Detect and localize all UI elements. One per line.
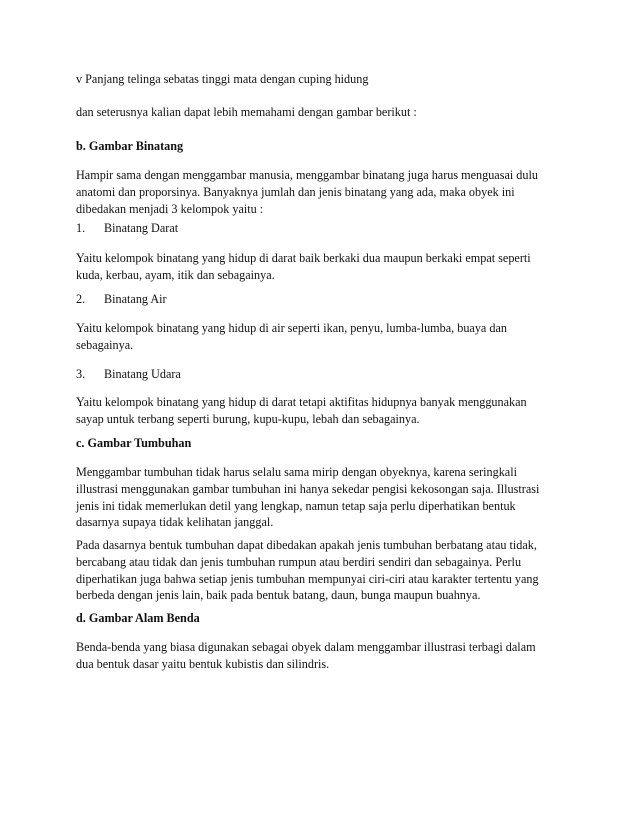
section-c-para2-line1: Pada dasarnya bentuk tumbuhan dapat dibedakan apakah jenis tumbuhan berbatang atau tidak, <box>76 538 537 552</box>
item-2-number: 2. <box>76 292 86 306</box>
section-b-para1-line3: dibedakan menjadi 3 kelompok yaitu : <box>76 202 264 216</box>
item-2-desc-line2: sebagainya. <box>76 338 134 352</box>
item-2-title: Binatang Air <box>104 292 167 306</box>
section-c-para2-line2: bercabang atau tidak dan jenis tumbuhan rumpun atau berdiri sendiri dan sebagainya. Perlu <box>76 555 522 569</box>
item-2-desc-line1: Yaitu kelompok binatang yang hidup di air seperti ikan, penyu, lumba-lumba, buaya dan <box>76 321 507 335</box>
item-1-desc-line2: kuda, kerbau, ayam, itik dan sebagainya. <box>76 268 275 282</box>
item-1-desc-line1: Yaitu kelompok binatang yang hidup di darat baik berkaki dua maupun berkaki empat seperti <box>76 251 531 265</box>
section-b-heading: b. Gambar Binatang <box>76 139 184 153</box>
item-3-desc-line1: Yaitu kelompok binatang yang hidup di darat tetapi aktifitas hidupnya banyak menggunakan <box>76 395 527 409</box>
section-b-para1-line2: anatomi dan proporsinya. Banyaknya jumlah dan jenis binatang yang ada, maka obyek ini <box>76 185 515 199</box>
section-c-para1-line4: dasarnya supaya tidak kelihatan janggal. <box>76 515 274 529</box>
section-b-para1-line1: Hampir sama dengan menggambar manusia, menggambar binatang juga harus menguasai dulu <box>76 168 538 182</box>
item-1-title: Binatang Darat <box>104 221 179 235</box>
intro-line-2: dan seterusnya kalian dapat lebih memahami dengan gambar berikut : <box>76 105 417 119</box>
item-1-number: 1. <box>76 221 86 235</box>
item-3-number: 3. <box>76 367 86 381</box>
section-c-para2-line4: berbeda dengan jenis lain, baik pada bentuk batang, daun, bunga maupun buahnya. <box>76 588 481 602</box>
section-c-para2-line3: diperhatikan juga bahwa setiap jenis tumbuhan mempunyai ciri-ciri atau karakter tertentu yang <box>76 572 539 586</box>
section-c-heading: c. Gambar Tumbuhan <box>76 436 192 450</box>
section-d-para1-line1: Benda-benda yang biasa digunakan sebagai obyek dalam menggambar illustrasi terbagi dalam <box>76 640 536 654</box>
intro-line-1: v Panjang telinga sebatas tinggi mata dengan cuping hidung <box>76 72 369 86</box>
section-d-para1-line2: dua bentuk dasar yaitu bentuk kubistis dan silindris. <box>76 657 330 671</box>
item-3-desc-line2: sayap untuk terbang seperti burung, kupu-kupu, lebah dan sebagainya. <box>76 412 420 426</box>
section-d-heading: d. Gambar Alam Benda <box>76 611 200 625</box>
section-c-para1-line2: illustrasi menggunakan gambar tumbuhan ini hanya sekedar pengisi kekosongan saja. Illustrasi <box>76 482 540 496</box>
section-c-para1-line3: jenis ini tidak memerlukan detil yang lengkap, namun tetap saja perlu diperhatikan bentuk <box>76 499 516 513</box>
section-c-para1-line1: Menggambar tumbuhan tidak harus selalu sama mirip dengan obyeknya, karena seringkali <box>76 465 517 479</box>
item-3-title: Binatang Udara <box>104 367 181 381</box>
